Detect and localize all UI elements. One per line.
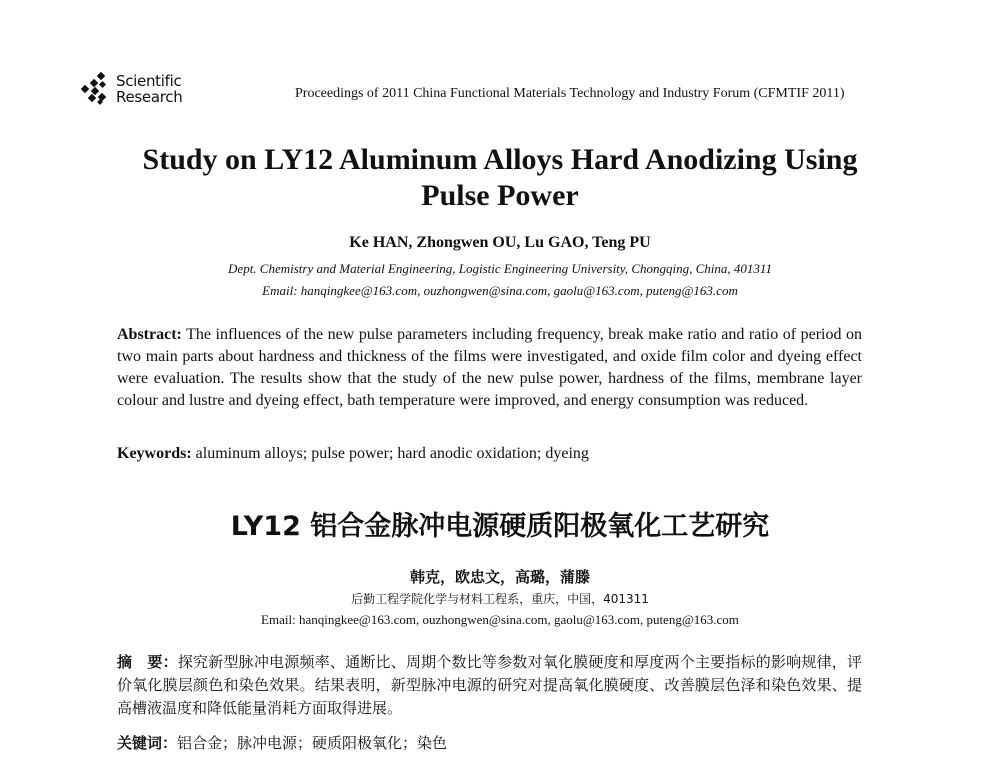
chinese-abstract-label: 摘 要： xyxy=(117,653,178,671)
chinese-keywords xyxy=(117,732,862,754)
keywords-text: aluminum alloys; pulse power; hard anodic oxidation; dyeing xyxy=(191,445,589,462)
affiliation: Dept. Chemistry and Material Engineering, Logistic Engineering University, Chongqing, China, 401311 xyxy=(228,261,772,276)
chinese-title: LY12 铝合金脉冲电源硬质阳极氧化工艺研究 xyxy=(230,511,770,542)
chinese-affiliation: 后勤工程学院化学与材料工程系，重庆，中国，401311 xyxy=(351,592,649,606)
chinese-authors: 韩克，欧忠文，高璐，蒲滕 xyxy=(409,568,590,586)
paper-title-line: Pulse Power xyxy=(421,179,579,212)
proceedings-header: Proceedings of 2011 China Functional Materials Technology and Industry Forum (CFMTIF 2011) xyxy=(295,86,845,101)
chinese-keywords-label: 关键词： xyxy=(117,734,178,752)
abstract xyxy=(117,324,862,412)
chinese-keywords-text: 铝合金；脉冲电源；硬质阳极氧化；染色 xyxy=(177,734,448,752)
logo-text-line: Research xyxy=(116,88,183,106)
chinese-email-line: Email: hanqingkee@163.com, ouzhongwen@sina.com, gaolu@163.com, puteng@163.com xyxy=(261,612,739,627)
logo-text-line: Scientific xyxy=(116,72,182,90)
publisher-logo xyxy=(78,72,182,106)
email-line: Email: hanqingkee@163.com, ouzhongwen@sina.com, gaolu@163.com, puteng@163.com xyxy=(262,283,738,298)
abstract-text: The influences of the new pulse parameters including frequency, break make ratio and ratio of period on two main parts about hardness and thickness of the films were investigated, and oxide film color and dyeing effect were evaluation. The results show that the study of the new pulse power, hardness of the films, membrane layer colour and lustre and dyeing effect, bath temperature were improved, and energy consumption was reduced. xyxy=(117,326,862,409)
paper-title-line: Study on LY12 Aluminum Alloys Hard Anodizing Using xyxy=(142,143,858,176)
chinese-abstract-text: 探究新型脉冲电源频率、通断比、周期个数比等参数对氧化膜硬度和厚度两个主要指标的影响规律，评价氧化膜层颜色和染色效果。结果表明，新型脉冲电源的研究对提高氧化膜硬度、改善膜层色泽和染色效果、提高槽液温度和降低能量消耗方面取得进展。 xyxy=(117,653,862,717)
abstract-label: Abstract: xyxy=(117,326,182,343)
authors: Ke HAN, Zhongwen OU, Lu GAO, Teng PU xyxy=(349,234,651,251)
keywords-label: Keywords: xyxy=(117,445,192,462)
diamond-logo-icon xyxy=(78,72,112,106)
chinese-abstract xyxy=(117,651,862,720)
keywords xyxy=(117,443,862,465)
